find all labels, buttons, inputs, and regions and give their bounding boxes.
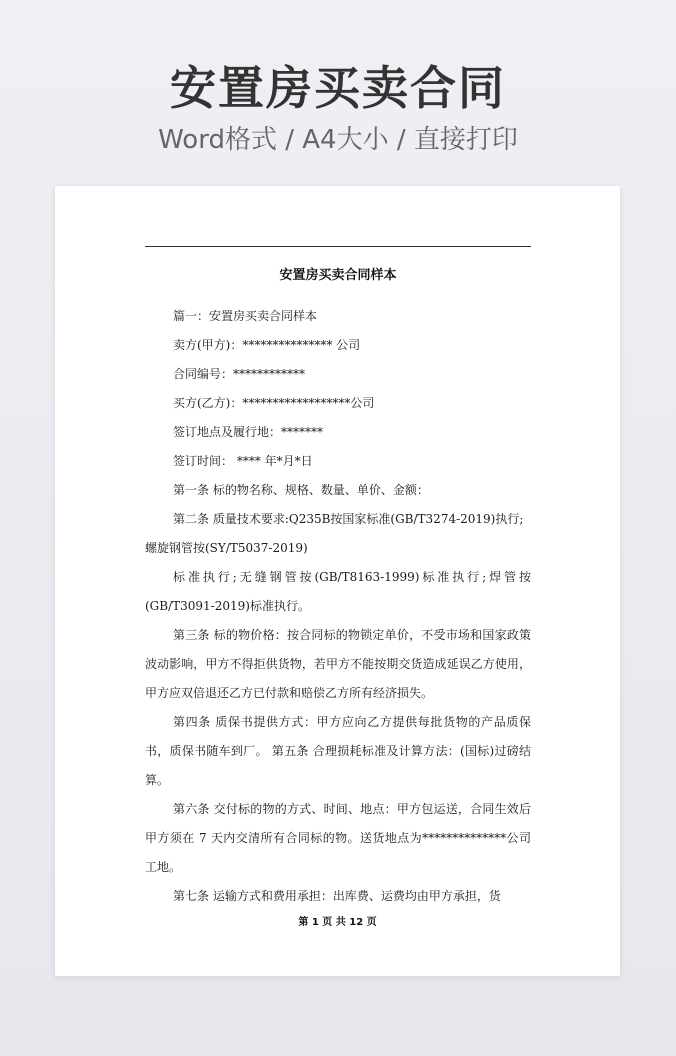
paragraph-article-2: 第二条 质量技术要求:Q235B按国家标准(GB/T3274-2019)执行;: [173, 512, 524, 526]
paragraph-article-1: 第一条 标的物名称、规格、数量、单价、金额：: [173, 483, 429, 497]
paragraph-spiral-pipe: 螺旋钢管按(SY/T5037-2019): [145, 541, 308, 555]
document-page: [55, 186, 620, 976]
paragraph-standards: 标准执行;无缝钢管按(GB/T8163-1999)标准执行;焊管按(GB/T3091-2019)标准执行。: [145, 570, 531, 613]
paragraph-part-one: 篇一：安置房买卖合同样本: [173, 309, 318, 323]
document-title: 安置房买卖合同样本: [279, 268, 397, 283]
paragraph-article-6: 第六条 交付标的物的方式、时间、地点：甲方包运送，合同生效后甲方须在 7 天内交清所有合同标的物。送货地点为**************公司工地。: [145, 802, 531, 874]
paragraph-signing-place: 签订地点及履行地：*******: [173, 425, 324, 439]
paragraph-signing-time: 签订时间： **** 年*月*日: [173, 454, 313, 468]
paragraph-article-3: 第三条 标的物价格：按合同标的物锁定单价，不受市场和国家政策波动影响，甲方不得拒供货物，若甲方不能按期交货造成延误乙方使用，甲方应双倍退还乙方已付款和赔偿乙方所有经济损失。: [145, 628, 531, 700]
paragraph-article-7: 第七条 运输方式和费用承担：出库费、运费均由甲方承担，货: [173, 889, 501, 903]
banner-subtitle: Word格式 / A4大小 / 直接打印: [158, 125, 518, 155]
header-rule: [145, 246, 531, 247]
paragraph-contract-number: 合同编号：************: [173, 367, 306, 381]
promo-banner: [0, 58, 676, 158]
document-body: [145, 302, 531, 911]
page-number: 第 1 页 共 12 页: [298, 917, 377, 928]
banner-title: 安置房买卖合同: [170, 61, 506, 115]
paragraph-buyer: 买方(乙方)：******************公司: [173, 396, 375, 410]
paragraph-seller: 卖方(甲方)：*************** 公司: [173, 338, 361, 352]
paragraph-article-4-5: 第四条 质保书提供方式：甲方应向乙方提供每批货物的产品质保书，质保书随车到厂。 第五条 合理损耗标准及计算方法：(国标)过磅结算。: [145, 715, 531, 787]
